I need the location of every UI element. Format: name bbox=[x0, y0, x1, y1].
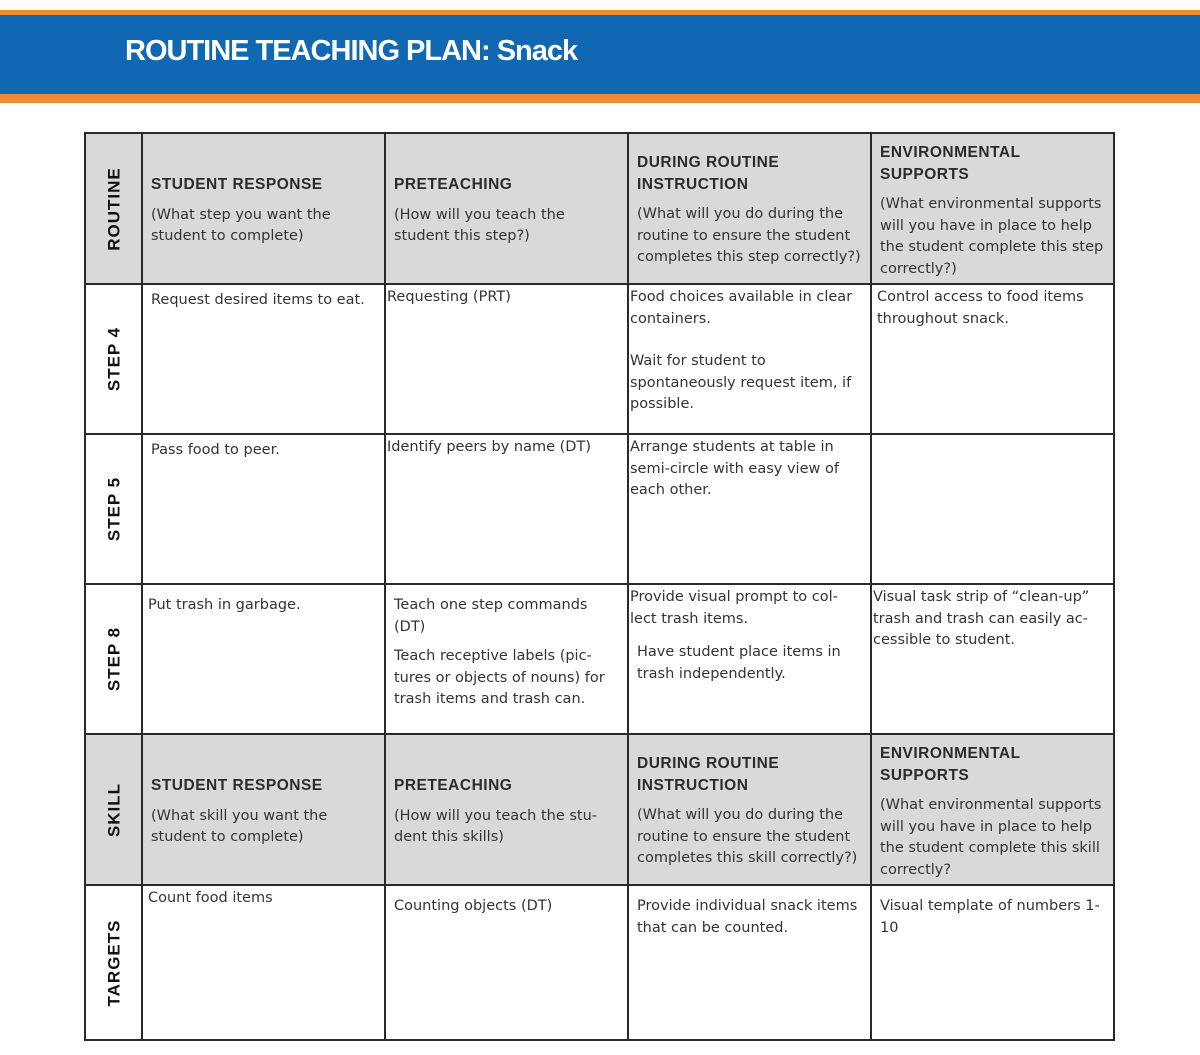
header-subtitle: (What will you do during the routine to ensure the student completes this skill correctly?) bbox=[637, 807, 858, 866]
step-label: STEP 4 bbox=[103, 326, 123, 392]
header-title: PRETEACHING bbox=[394, 777, 513, 794]
during-routine-cell bbox=[628, 284, 871, 434]
targets-label-cell bbox=[85, 885, 142, 1040]
preteaching-cell bbox=[385, 584, 628, 734]
during-routine-cell bbox=[628, 434, 871, 584]
step-label: STEP 5 bbox=[103, 476, 123, 542]
during-routine-text: Arrange students at table in semi-circle with easy view of each other. bbox=[630, 439, 839, 498]
header-title: ENVIRONMENTAL SUPPORTS bbox=[880, 144, 1021, 183]
header-student-response bbox=[142, 133, 385, 284]
student-response-cell bbox=[142, 434, 385, 584]
step-label-cell bbox=[85, 284, 142, 434]
header-during-routine bbox=[628, 734, 871, 885]
header-subtitle: (What will you do during the routine to ensure the student completes this step correctly?) bbox=[637, 206, 861, 265]
student-response-cell bbox=[142, 584, 385, 734]
routine-header-row bbox=[85, 133, 1114, 284]
environmental-text: Control access to food items throughout snack. bbox=[877, 289, 1084, 327]
student-response-text: Pass food to peer. bbox=[151, 442, 280, 458]
header-title: STUDENT RESPONSE bbox=[151, 777, 323, 794]
environmental-text: Visual task strip of “clean-up” trash and trash can easily ac- cessible to student. bbox=[873, 589, 1090, 648]
bottom-accent-stripe bbox=[0, 94, 1200, 103]
header-title: DURING ROUTINE INSTRUCTION bbox=[637, 154, 780, 193]
environmental-cell bbox=[871, 434, 1114, 584]
header-preteaching bbox=[385, 734, 628, 885]
step-label-cell bbox=[85, 584, 142, 734]
preteaching-text: Identify peers by name (DT) bbox=[387, 439, 591, 455]
during-routine-text: Provide individual snack items that can be counted. bbox=[637, 898, 858, 936]
environmental-cell bbox=[871, 584, 1114, 734]
header-subtitle: (How will you teach the student this step?) bbox=[394, 206, 565, 244]
step-label: STEP 8 bbox=[103, 626, 123, 692]
header-subtitle: (What environmental supports will you have in place to help the student complete this step correctly?) bbox=[880, 196, 1104, 277]
header-subtitle: (What step you want the student to complete) bbox=[151, 206, 331, 244]
header-student-response bbox=[142, 734, 385, 885]
targets-row bbox=[85, 885, 1114, 1040]
preteaching-text: Requesting (PRT) bbox=[387, 289, 511, 305]
skill-label-cell bbox=[85, 734, 142, 885]
header-title: DURING ROUTINE INSTRUCTION bbox=[637, 755, 780, 794]
preteaching-text: Teach receptive labels (pic- tures or objects of nouns) for trash items and trash can. bbox=[394, 648, 605, 707]
header-title: PRETEACHING bbox=[394, 176, 513, 193]
preteaching-cell bbox=[385, 284, 628, 434]
step-label-cell bbox=[85, 434, 142, 584]
routine-teaching-plan-table bbox=[84, 132, 1115, 1041]
during-routine-text: Provide visual prompt to col- lect trash items. bbox=[630, 589, 838, 627]
step-row bbox=[85, 434, 1114, 584]
skill-header-row bbox=[85, 734, 1114, 885]
header-title: STUDENT RESPONSE bbox=[151, 176, 323, 193]
environmental-cell bbox=[871, 885, 1114, 1040]
environmental-text: Visual template of numbers 1-10 bbox=[880, 898, 1100, 936]
skill-label: SKILL bbox=[103, 782, 123, 837]
targets-label: TARGETS bbox=[103, 919, 123, 1006]
during-routine-text: Food choices available in clear containers. bbox=[630, 289, 853, 327]
step-row bbox=[85, 584, 1114, 734]
preteaching-text: Teach one step commands (DT) bbox=[394, 597, 588, 635]
preteaching-cell bbox=[385, 885, 628, 1040]
student-response-cell bbox=[142, 284, 385, 434]
step-row bbox=[85, 284, 1114, 434]
during-routine-text: Have student place items in trash independently. bbox=[637, 644, 841, 682]
preteaching-text: Counting objects (DT) bbox=[394, 898, 553, 914]
student-response-cell bbox=[142, 885, 385, 1040]
student-response-text: Put trash in garbage. bbox=[148, 597, 301, 613]
header-environmental bbox=[871, 133, 1114, 284]
during-routine-cell bbox=[628, 885, 871, 1040]
header-subtitle: (How will you teach the stu- dent this skills) bbox=[394, 807, 598, 845]
student-response-text: Count food items bbox=[148, 890, 273, 906]
preteaching-cell bbox=[385, 434, 628, 584]
page-title: ROUTINE TEACHING PLAN: Snack bbox=[125, 35, 578, 67]
during-routine-cell bbox=[628, 584, 871, 734]
header-environmental bbox=[871, 734, 1114, 885]
header-title: ENVIRONMENTAL SUPPORTS bbox=[880, 745, 1021, 784]
header-preteaching bbox=[385, 133, 628, 284]
environmental-cell bbox=[871, 284, 1114, 434]
during-routine-text: Wait for student to spontaneously request item, if possible. bbox=[630, 353, 852, 412]
header-during-routine bbox=[628, 133, 871, 284]
header-subtitle: (What environmental supports will you have in place to help the student complete this skill correctly? bbox=[880, 797, 1102, 878]
routine-label-cell bbox=[85, 133, 142, 284]
header-subtitle: (What skill you want the student to complete) bbox=[151, 807, 328, 845]
routine-label: ROUTINE bbox=[103, 166, 123, 251]
student-response-text: Request desired items to eat. bbox=[151, 292, 365, 308]
